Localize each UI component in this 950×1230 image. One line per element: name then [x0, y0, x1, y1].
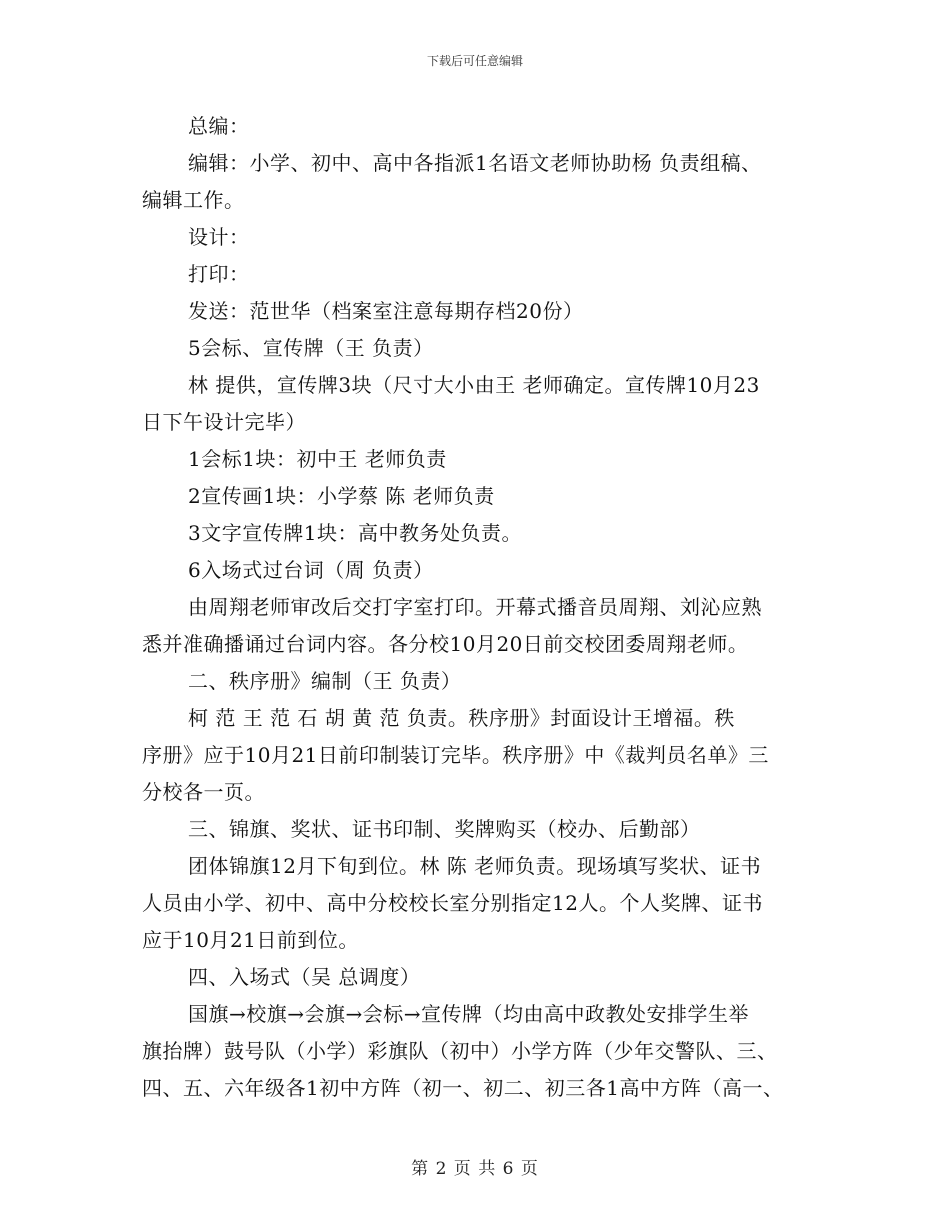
paragraph-line: 编辑：小学、初中、高中各指派1名语文老师协助杨 负责组稿、 [188, 151, 762, 175]
document-body [142, 108, 810, 1107]
paragraph-line: 人员由小学、初中、高中分校校长室分别指定12人。个人奖牌、证书 [142, 891, 763, 915]
paragraph [142, 589, 810, 663]
paragraph-line: 应于10月21日前到位。 [142, 928, 359, 952]
paragraph-line: 编辑工作。 [142, 188, 245, 212]
paragraph [142, 293, 810, 330]
paragraph [142, 848, 810, 959]
paragraph-line: 日下午设计完毕） [142, 410, 306, 434]
paragraph-line: 6入场式过台词（周 负责） [188, 558, 434, 582]
paragraph [142, 441, 810, 478]
paragraph [142, 700, 810, 811]
paragraph [142, 811, 810, 848]
paragraph [142, 552, 810, 589]
paragraph [142, 996, 810, 1107]
paragraph [142, 145, 810, 219]
paragraph-line: 四、五、六年级各1初中方阵（初一、初二、初三各1高中方阵（高一、 [142, 1076, 784, 1100]
paragraph-line: 三、锦旗、奖状、证书印制、奖牌购买（校办、后勤部） [188, 817, 701, 841]
paragraph-line: 打印： [188, 262, 250, 286]
paragraph-line: 5会标、宣传牌（王 负责） [188, 336, 434, 360]
paragraph [142, 256, 810, 293]
paragraph-line: 四、入场式（吴 总调度） [188, 965, 421, 989]
paragraph [142, 219, 810, 256]
paragraph-line: 柯 范 王 范 石 胡 黄 范 负责。秩序册》封面设计王增福。秩 [188, 706, 735, 730]
paragraph [142, 108, 810, 145]
paragraph [142, 959, 810, 996]
paragraph-line: 设计： [188, 225, 250, 249]
paragraph-line: 分校各一页。 [142, 780, 265, 804]
paragraph-line: 悉并准确播诵过台词内容。各分校10月20日前交校团委周翔老师。 [142, 632, 749, 656]
paragraph [142, 478, 810, 515]
paragraph [142, 663, 810, 700]
paragraph [142, 515, 810, 552]
paragraph-line: 林 提供，宣传牌3块（尺寸大小由王 老师确定。宣传牌10月23 [188, 373, 760, 397]
paragraph-line: 由周翔老师审改后交打字室打印。开幕式播音员周翔、刘沁应熟 [188, 595, 762, 619]
paragraph-line: 发送：范世华（档案室注意每期存档20份） [188, 299, 584, 323]
paragraph-line: 团体锦旗12月下旬到位。林 陈 老师负责。现场填写奖状、证书 [188, 854, 762, 878]
page-header: 下载后可任意编辑 [426, 54, 523, 68]
paragraph-line: 旗抬牌）鼓号队（小学）彩旗队（初中）小学方阵（少年交警队、三、 [142, 1039, 778, 1063]
paragraph-line: 2宣传画1块：小学蔡 陈 老师负责 [188, 484, 495, 508]
paragraph-line: 二、秩序册》编制（王 负责） [188, 669, 462, 693]
paragraph-line: 总编： [188, 114, 250, 138]
page-footer: 第 2 页 共 6 页 [411, 1159, 539, 1179]
paragraph [142, 367, 810, 441]
paragraph [142, 330, 810, 367]
paragraph-line: 国旗→校旗→会旗→会标→宣传牌（均由高中政教处安排学生举 [188, 1002, 750, 1026]
paragraph-line: 3文字宣传牌1块：高中教务处负责。 [188, 521, 522, 545]
paragraph-line: 1会标1块：初中王 老师负责 [188, 447, 447, 471]
paragraph-line: 序册》应于10月21日前印制装订完毕。秩序册》中《裁判员名单》三 [142, 743, 769, 767]
